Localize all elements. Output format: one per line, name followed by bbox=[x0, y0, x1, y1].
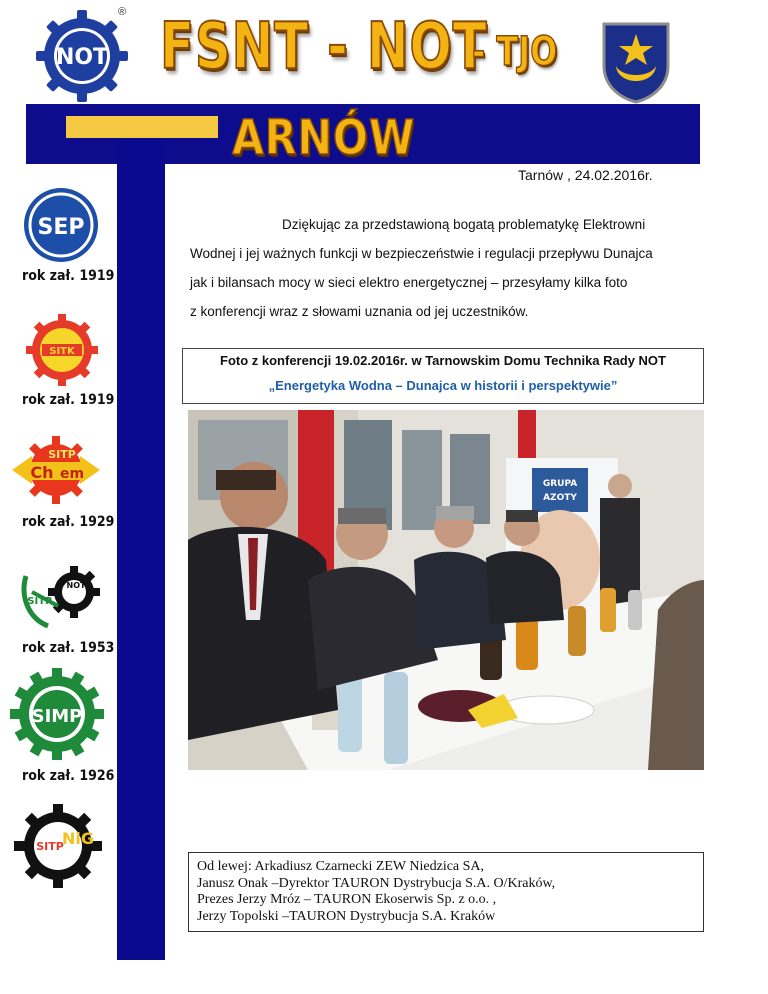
paragraph-line: z konferencji wraz z słowami uznania od jej uczestników. bbox=[190, 304, 529, 319]
sitpnig-logo bbox=[12, 804, 104, 890]
sitpchem-logo bbox=[10, 434, 102, 506]
sitpchem-logo-left: Ch bbox=[30, 463, 54, 482]
caption-line: Jerzy Topolski –TAURON Dystrybucja S.A. Kraków bbox=[197, 908, 496, 924]
sitk-logo-text: SITK bbox=[49, 346, 75, 357]
page-title: FSNT - NOT bbox=[160, 10, 488, 84]
paragraph-line: Wodnej i jej ważnych funkcji w bezpieczeństwie i regulacji przepływu Dunajca bbox=[190, 246, 653, 261]
caption-line: Prezes Jerzy Mróz – TAURON Ekoserwis Sp. z o.o. , bbox=[197, 892, 497, 907]
title-suffix: - TJO bbox=[472, 29, 558, 75]
conference-box bbox=[182, 348, 704, 404]
photo-banner-text-1: GRUPA bbox=[542, 479, 578, 489]
caption-line: Od lewej: Arkadiusz Czarnecki ZEW Niedzica SA, bbox=[197, 859, 485, 874]
caption-line: Janusz Onak –Dyrektor TAURON Dystrybucja S.A. O/Kraków, bbox=[197, 875, 556, 891]
t-letter-stem bbox=[117, 138, 165, 960]
logo-caption: rok zał. 1953 bbox=[22, 640, 115, 656]
conference-title: Foto z konferencji 19.02.2016r. w Tarnowskim Domu Technika Rady NOT bbox=[220, 353, 666, 368]
paragraph-line: jak i bilansach mocy w sieci elektro energetycznej – przesyłamy kilka foto bbox=[190, 275, 628, 290]
conference-photo bbox=[188, 410, 704, 770]
not-logo bbox=[36, 10, 128, 102]
logo-caption: rok zał. 1919 bbox=[22, 392, 115, 408]
document-date: Tarnów , 24.02.2016r. bbox=[518, 167, 653, 183]
conference-subtitle: „Energetyka Wodna – Dunajca w historii i perspektywie” bbox=[268, 378, 618, 393]
tarnow-crest-icon bbox=[598, 20, 674, 104]
sitpchem-logo-top: SITP bbox=[48, 448, 76, 461]
registered-mark: ® bbox=[118, 6, 127, 18]
simp-logo bbox=[10, 668, 104, 760]
sep-logo bbox=[22, 186, 100, 264]
simp-logo-text: SIMP bbox=[31, 706, 83, 727]
sep-logo-text: SEP bbox=[37, 215, 85, 240]
sitr-logo-not: NOT bbox=[66, 581, 86, 590]
logo-caption: rok zał. 1929 bbox=[22, 514, 115, 530]
city-title: ARNÓW bbox=[232, 110, 416, 166]
not-logo-text: NOT bbox=[55, 45, 109, 70]
sitpnig-logo-sitp: SITP bbox=[36, 840, 64, 853]
intro-paragraph bbox=[190, 210, 710, 326]
t-letter-bar bbox=[66, 116, 218, 138]
sitpchem-logo-right: em bbox=[59, 466, 85, 482]
logo-caption: rok zał. 1919 bbox=[22, 268, 115, 284]
sitr-logo bbox=[18, 562, 100, 632]
photo-banner-text-2: AZOTY bbox=[543, 493, 577, 503]
photo-caption bbox=[188, 852, 704, 932]
sitk-logo bbox=[22, 312, 102, 388]
sitr-logo-text: SITR bbox=[27, 596, 53, 607]
logo-caption: rok zał. 1926 bbox=[22, 768, 115, 784]
sitpnig-logo-nig: NiG bbox=[61, 829, 95, 848]
paragraph-line: Dziękując za przedstawioną bogatą problematykę Elektrowni bbox=[282, 217, 646, 232]
